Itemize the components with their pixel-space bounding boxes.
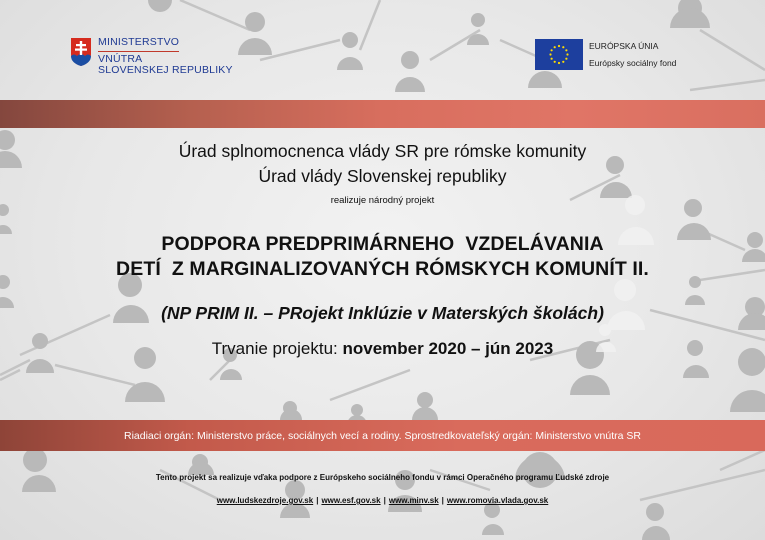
duration-value: november 2020 – jún 2023: [342, 339, 554, 358]
eu-name: EURÓPSKA ÚNIA: [589, 41, 659, 51]
duration-label: Trvanie projektu:: [211, 339, 343, 358]
esf-name: Európsky sociálny fond: [589, 58, 677, 68]
project-title-line-1: PODPORA PREDPRIMÁRNEHO VZDELÁVANIA: [161, 233, 604, 255]
organization-line-2: Úrad vlády Slovenskej republiky: [258, 166, 507, 186]
link-separator: |: [441, 496, 444, 505]
eu-flag-icon: [535, 39, 583, 70]
funding-statement: Tento projekt sa realizuje vďaka podpore z Európskeho sociálneho fondu v rámci Operačného programu Ľudské zdroje: [155, 473, 610, 482]
managing-authority-text: Riadiaci orgán: Ministerstvo práce, sociálnych vecí a rodiny. Sprostredkovateľský orgán: Ministerstvo vnútra SR: [123, 429, 641, 442]
ministry-name-line1: MINISTERSTVO: [98, 37, 179, 52]
ministry-logo: [70, 37, 233, 77]
organization-line-1: Úrad splnomocnenca vlády SR pre rómske komunity: [178, 141, 587, 161]
link-minv[interactable]: www.minv.sk: [388, 496, 439, 505]
link-separator: |: [316, 496, 319, 505]
footer-links: [0, 496, 765, 505]
slovak-coat-of-arms-icon: [70, 37, 92, 67]
link-esf[interactable]: www.esf.gov.sk: [321, 496, 381, 505]
link-romovia[interactable]: www.romovia.vlada.gov.sk: [446, 496, 549, 505]
link-ludskezdroje[interactable]: www.ludskezdroje.gov.sk: [216, 496, 314, 505]
ministry-name-line3: SLOVENSKEJ REPUBLIKY: [98, 64, 233, 76]
top-color-band: [0, 100, 765, 128]
eu-logo: [535, 39, 676, 70]
project-title-line-2: DETÍ Z MARGINALIZOVANÝCH RÓMSKYCH KOMUNÍT II.: [116, 258, 649, 280]
project-duration: [0, 339, 765, 359]
project-subtitle: (NP PRIM II. – PRojekt Inklúzie v Materských školách): [161, 303, 604, 323]
link-separator: |: [383, 496, 386, 505]
managing-authority-band: [0, 420, 765, 451]
realizes-project-label: realizuje národný projekt: [330, 195, 435, 206]
ministry-name-line2: VNÚTRA: [98, 52, 143, 65]
